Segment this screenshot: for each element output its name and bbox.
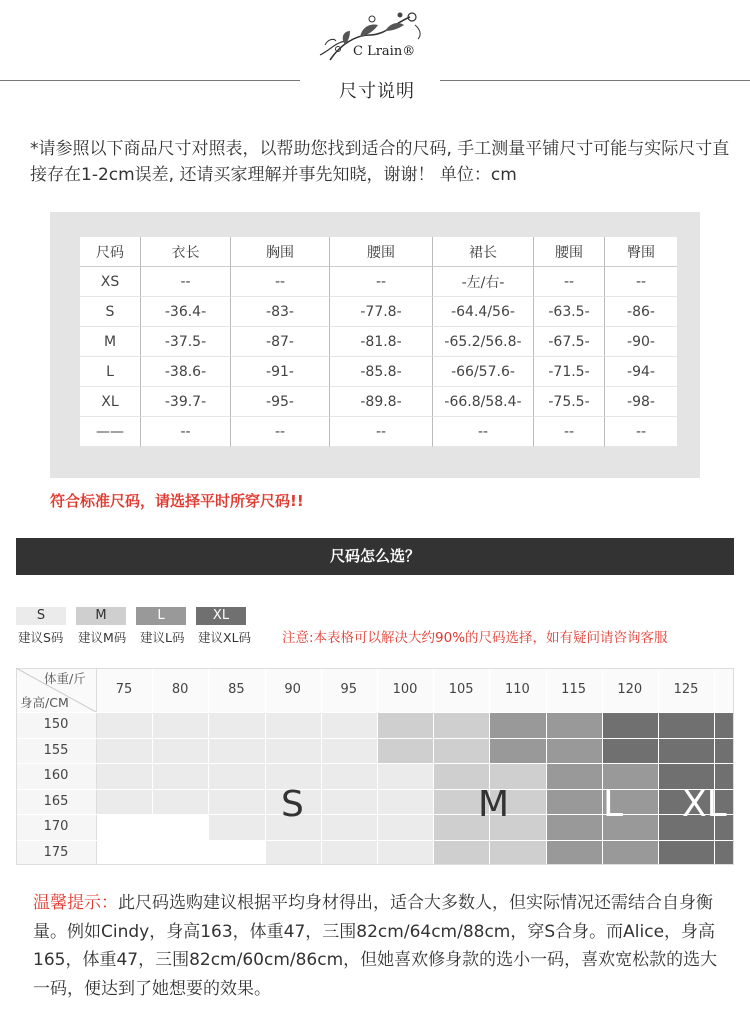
table-cell: -71.5-: [533, 357, 604, 387]
height-tick-label: 165: [43, 793, 69, 809]
table-header-cell: 胸围: [230, 237, 329, 267]
weight-tick-label: 100: [392, 682, 418, 697]
weight-tick-label: 115: [561, 682, 586, 697]
legend-label-l: 建议L码: [140, 630, 185, 645]
table-cell: -83-: [230, 297, 329, 327]
table-row: [80, 357, 677, 387]
table-cell: -86-: [604, 297, 677, 327]
grid-border: [16, 668, 734, 865]
legend-label-xl: 建议XL码: [198, 630, 252, 645]
legend-swatch-s: [16, 607, 66, 625]
tips-text: 此尺码选购建议根据平均身材得出，适合大多数人，但实际情况还需结合自身衡量。例如Cindy，身高163，体重47，三围82cm/64cm/88cm，穿S合身。而Alice，身高165，体重47，三围82cm/60cm/86cm，但她喜欢修身款的选小一码，喜欢宽松款的选大一码，便达到了她想要的效果。: [33, 893, 718, 999]
table-row: [80, 297, 677, 327]
legend-swatch-xl: [196, 607, 246, 625]
table-cell: -39.7-: [140, 387, 230, 417]
tips-paragraph: [33, 889, 723, 1003]
size-table-header-row: [80, 237, 677, 267]
table-cell: -左/右-: [432, 267, 533, 297]
intro-text: *请参照以下商品尺寸对照表，以帮助您找到适合的尺码, 手工测量平铺尺寸可能与实际尺寸直接存在1-2cm误差, 还请买家理解并事先知晓，谢谢！ 单位：cm: [30, 139, 730, 185]
height-tick-label: 170: [43, 819, 69, 834]
weight-tick-label: 125: [673, 682, 699, 697]
weight-tick-label: 95: [340, 682, 358, 697]
table-cell: -89.8-: [329, 387, 432, 417]
table-cell: S: [80, 297, 140, 327]
table-cell: -94-: [604, 357, 677, 387]
table-header-cell: 腰围: [329, 237, 432, 267]
table-cell: ——: [80, 417, 140, 447]
table-cell: --: [432, 417, 533, 447]
table-cell: -95-: [230, 387, 329, 417]
weight-tick-label: 75: [115, 682, 133, 697]
table-cell: -75.5-: [533, 387, 604, 417]
table-cell: -67.5-: [533, 327, 604, 357]
table-cell: -85.8-: [329, 357, 432, 387]
table-cell: M: [80, 327, 140, 357]
table-cell: -98-: [604, 387, 677, 417]
table-cell: -38.6-: [140, 357, 230, 387]
table-cell: -91-: [230, 357, 329, 387]
table-cell: -64.4/56-: [432, 297, 533, 327]
legend-swatch-l: [136, 607, 186, 625]
table-row: [80, 387, 677, 417]
table-cell: --: [533, 417, 604, 447]
brand-logo-text: C Lrain®: [353, 44, 416, 59]
size-zone-l: L: [603, 784, 624, 825]
weight-axis-label: 体重/斤: [44, 671, 86, 686]
table-cell: -66.8/58.4-: [432, 387, 533, 417]
header-divider-right: [440, 80, 750, 81]
table-header-cell: 腰围: [533, 237, 604, 267]
floral-logo-icon: [300, 5, 440, 80]
table-cell: --: [604, 417, 677, 447]
legend-label-s: 建议S码: [18, 630, 64, 645]
table-header-cell: 衣长: [140, 237, 230, 267]
table-cell: L: [80, 357, 140, 387]
table-cell: XL: [80, 387, 140, 417]
table-cell: -37.5-: [140, 327, 230, 357]
table-cell: -65.2/56.8-: [432, 327, 533, 357]
table-cell: -63.5-: [533, 297, 604, 327]
table-header-cell: 臀围: [604, 237, 677, 267]
table-cell: --: [604, 267, 677, 297]
legend-swatch-label: XL: [196, 607, 246, 625]
table-cell: XS: [80, 267, 140, 297]
height-tick-label: 150: [43, 717, 69, 732]
size-table: [80, 237, 677, 447]
table-cell: --: [329, 267, 432, 297]
table-cell: -66/57.6-: [432, 357, 533, 387]
weight-tick-label: 80: [171, 682, 189, 697]
height-tick-label: 160: [43, 768, 69, 783]
size-zone-m: M: [478, 784, 510, 825]
table-cell: --: [140, 417, 230, 447]
weight-tick-label: 120: [617, 682, 643, 697]
page-title: 尺寸说明: [339, 81, 415, 102]
size-zone-s: S: [281, 784, 304, 825]
table-row: [80, 417, 677, 447]
size-warning: 符合标准尺码，请选择平时所穿尺码!!: [50, 492, 304, 510]
table-cell: --: [230, 267, 329, 297]
table-cell: -36.4-: [140, 297, 230, 327]
table-row: [80, 327, 677, 357]
table-cell: --: [230, 417, 329, 447]
table-header-cell: 裙长: [432, 237, 533, 267]
table-cell: --: [329, 417, 432, 447]
legend-label-m: 建议M码: [78, 630, 127, 645]
weight-tick-label: 110: [504, 682, 530, 697]
table-cell: --: [140, 267, 230, 297]
table-cell: --: [533, 267, 604, 297]
size-zone-xl: XL: [682, 784, 727, 825]
weight-tick-label: 85: [228, 682, 245, 697]
weight-tick-label: 105: [448, 682, 474, 697]
grid-line: [16, 865, 734, 866]
legend-swatch-label: M: [76, 607, 126, 625]
table-cell: -90-: [604, 327, 677, 357]
section-title: 尺码怎么选？: [329, 547, 420, 565]
table-cell: -87-: [230, 327, 329, 357]
table-row: [80, 267, 677, 297]
height-axis-label: 身高/CM: [20, 695, 69, 710]
header-divider-left: [0, 80, 300, 81]
size-guide-grid: [16, 668, 734, 865]
legend-swatch-label: L: [136, 607, 186, 625]
height-tick-label: 175: [43, 844, 69, 860]
legend-swatch-m: [76, 607, 126, 625]
height-tick-label: 155: [43, 742, 69, 758]
legend-swatch-label: S: [16, 607, 66, 625]
table-cell: -81.8-: [329, 327, 432, 357]
table-header-cell: 尺码: [80, 237, 140, 267]
size-note: 注意:本表格可以解决大约90%的尺码选择，如有疑问请咨询客服: [282, 630, 668, 646]
table-cell: -77.8-: [329, 297, 432, 327]
tips-title: 温馨提示：: [33, 893, 118, 913]
weight-tick-label: 90: [284, 682, 301, 697]
